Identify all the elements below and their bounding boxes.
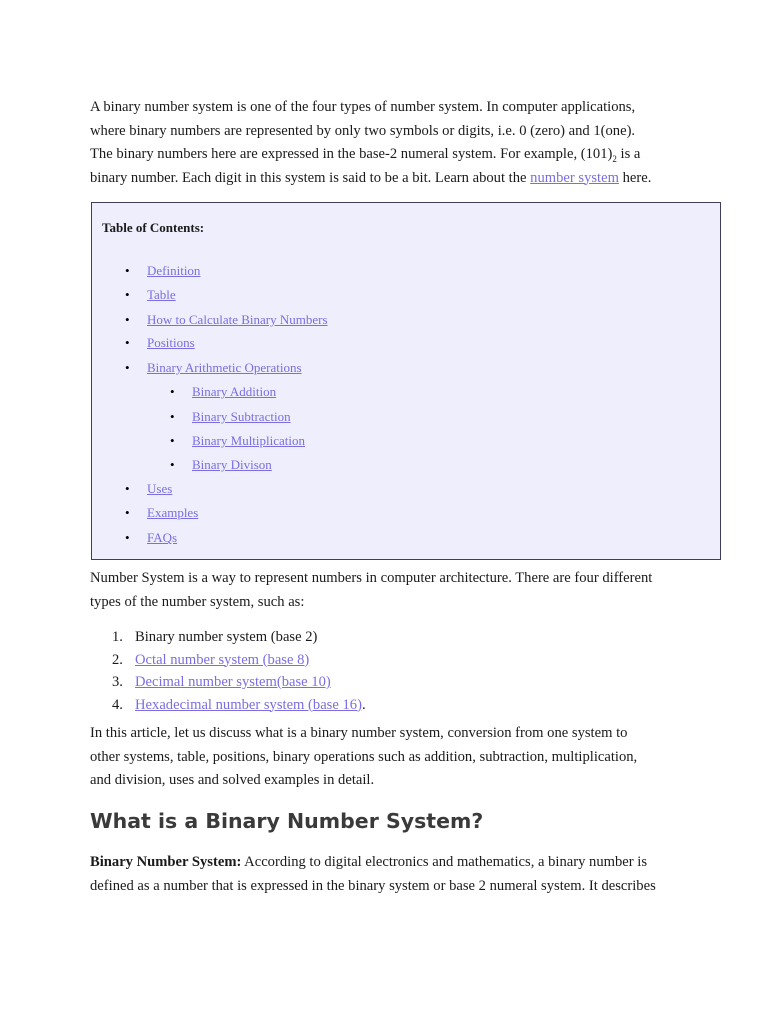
toc-link[interactable]: Binary Arithmetic Operations bbox=[147, 360, 302, 375]
definition-line-2: defined as a number that is expressed in the binary system or base 2 numeral system. It describes bbox=[90, 877, 656, 894]
toc-link[interactable]: Table bbox=[147, 287, 176, 302]
intro-line-1: A binary number system is one of the four types of number system. In computer applications, bbox=[90, 99, 636, 115]
bullet-icon: • bbox=[125, 287, 130, 302]
bullet-icon: • bbox=[125, 312, 130, 327]
list-item bbox=[90, 694, 366, 717]
number-system-link[interactable]: number system bbox=[530, 169, 619, 186]
toc-link[interactable]: Binary Multiplication bbox=[192, 433, 306, 448]
toc-item-binary-addition[interactable] bbox=[170, 384, 277, 400]
intro-line-2: where binary numbers are represented by only two symbols or digits, i.e. 0 (zero) and 1(one). bbox=[90, 122, 636, 139]
bullet-icon: • bbox=[170, 384, 175, 399]
toc-link[interactable]: Examples bbox=[147, 505, 199, 520]
intro-line-3-text: The binary numbers here are expressed in the base-2 numeral system. For example, (101) bbox=[90, 146, 613, 162]
binary-type-label: Binary number system (base 2) bbox=[135, 629, 318, 645]
toc-link[interactable]: How to Calculate Binary Numbers bbox=[147, 312, 328, 327]
bullet-icon: • bbox=[125, 505, 130, 520]
toc-link[interactable]: Uses bbox=[147, 481, 173, 496]
list-item bbox=[90, 626, 366, 649]
toc-link[interactable]: Binary Addition bbox=[192, 384, 277, 399]
toc-link[interactable]: Binary Subtraction bbox=[192, 409, 291, 424]
definition-line-1 bbox=[90, 851, 690, 875]
toc-title: Table of Contents: bbox=[102, 220, 205, 235]
list-item bbox=[90, 671, 366, 694]
list-suffix: . bbox=[361, 696, 366, 713]
article-line-2: other systems, table, positions, binary operations such as addition, subtraction, multiplication, bbox=[90, 748, 638, 765]
bullet-icon: • bbox=[170, 433, 175, 448]
toc-item-table[interactable] bbox=[125, 287, 176, 303]
intro-line-3-end: is a bbox=[616, 146, 641, 162]
octal-link[interactable]: Octal number system (base 8) bbox=[135, 651, 310, 668]
article-paragraph bbox=[90, 722, 690, 793]
bullet-icon: • bbox=[170, 457, 175, 472]
toc-item-binary-multiplication[interactable] bbox=[170, 433, 306, 449]
toc-item-arithmetic-operations[interactable] bbox=[125, 360, 302, 376]
bullet-icon: • bbox=[125, 335, 130, 350]
bullet-icon: • bbox=[170, 409, 175, 424]
bullet-icon: • bbox=[125, 360, 130, 375]
definition-line-1-text: According to digital electronics and mathematics, a binary number is bbox=[241, 854, 648, 870]
toc-item-binary-subtraction[interactable] bbox=[170, 409, 291, 425]
toc-item-faqs[interactable] bbox=[125, 530, 178, 546]
number-system-line-1: Number System is a way to represent numbers in computer architecture. There are four different bbox=[90, 570, 653, 586]
base-subscript: 2 bbox=[612, 153, 617, 164]
bullet-icon: • bbox=[125, 530, 130, 545]
list-number: 4. bbox=[112, 696, 123, 713]
intro-paragraph bbox=[90, 96, 690, 190]
intro-line-4-text: binary number. Each digit in this system is said to be a bit. Learn about the bbox=[90, 169, 531, 186]
number-system-types-list bbox=[90, 626, 366, 716]
bullet-icon: • bbox=[125, 481, 130, 496]
intro-line-4-end: here. bbox=[618, 169, 652, 186]
definition-bold-label: Binary Number System: bbox=[90, 854, 242, 870]
article-line-3: and division, uses and solved examples in detail. bbox=[90, 772, 375, 788]
list-item bbox=[90, 649, 366, 672]
intro-line-4 bbox=[90, 167, 690, 191]
toc-link[interactable]: Binary Divison bbox=[192, 457, 272, 472]
bullet-icon: • bbox=[125, 263, 130, 278]
toc-link[interactable]: Definition bbox=[147, 263, 201, 278]
toc-link[interactable]: FAQs bbox=[147, 530, 178, 545]
number-system-line-2: types of the number system, such as: bbox=[90, 593, 305, 610]
table-of-contents bbox=[91, 202, 721, 560]
toc-item-uses[interactable] bbox=[125, 481, 173, 497]
article-line-1: In this article, let us discuss what is a binary number system, conversion from one system to bbox=[90, 725, 628, 741]
list-number: 3. bbox=[112, 674, 123, 690]
toc-item-binary-division[interactable] bbox=[170, 457, 272, 473]
toc-item-how-to-calculate[interactable] bbox=[125, 312, 328, 328]
toc-item-positions[interactable] bbox=[125, 335, 195, 351]
decimal-link[interactable]: Decimal number system(base 10) bbox=[135, 674, 331, 690]
number-system-paragraph bbox=[90, 567, 690, 614]
hexadecimal-link[interactable]: Hexadecimal number system (base 16) bbox=[135, 696, 362, 713]
list-number: 1. bbox=[112, 629, 123, 645]
toc-link[interactable]: Positions bbox=[147, 335, 195, 350]
list-number: 2. bbox=[112, 651, 123, 668]
intro-line-3 bbox=[90, 143, 690, 167]
definition-paragraph bbox=[90, 851, 690, 898]
toc-item-definition[interactable] bbox=[125, 263, 201, 279]
toc-item-examples[interactable] bbox=[125, 505, 199, 521]
section-heading: What is a Binary Number System? bbox=[90, 809, 484, 833]
